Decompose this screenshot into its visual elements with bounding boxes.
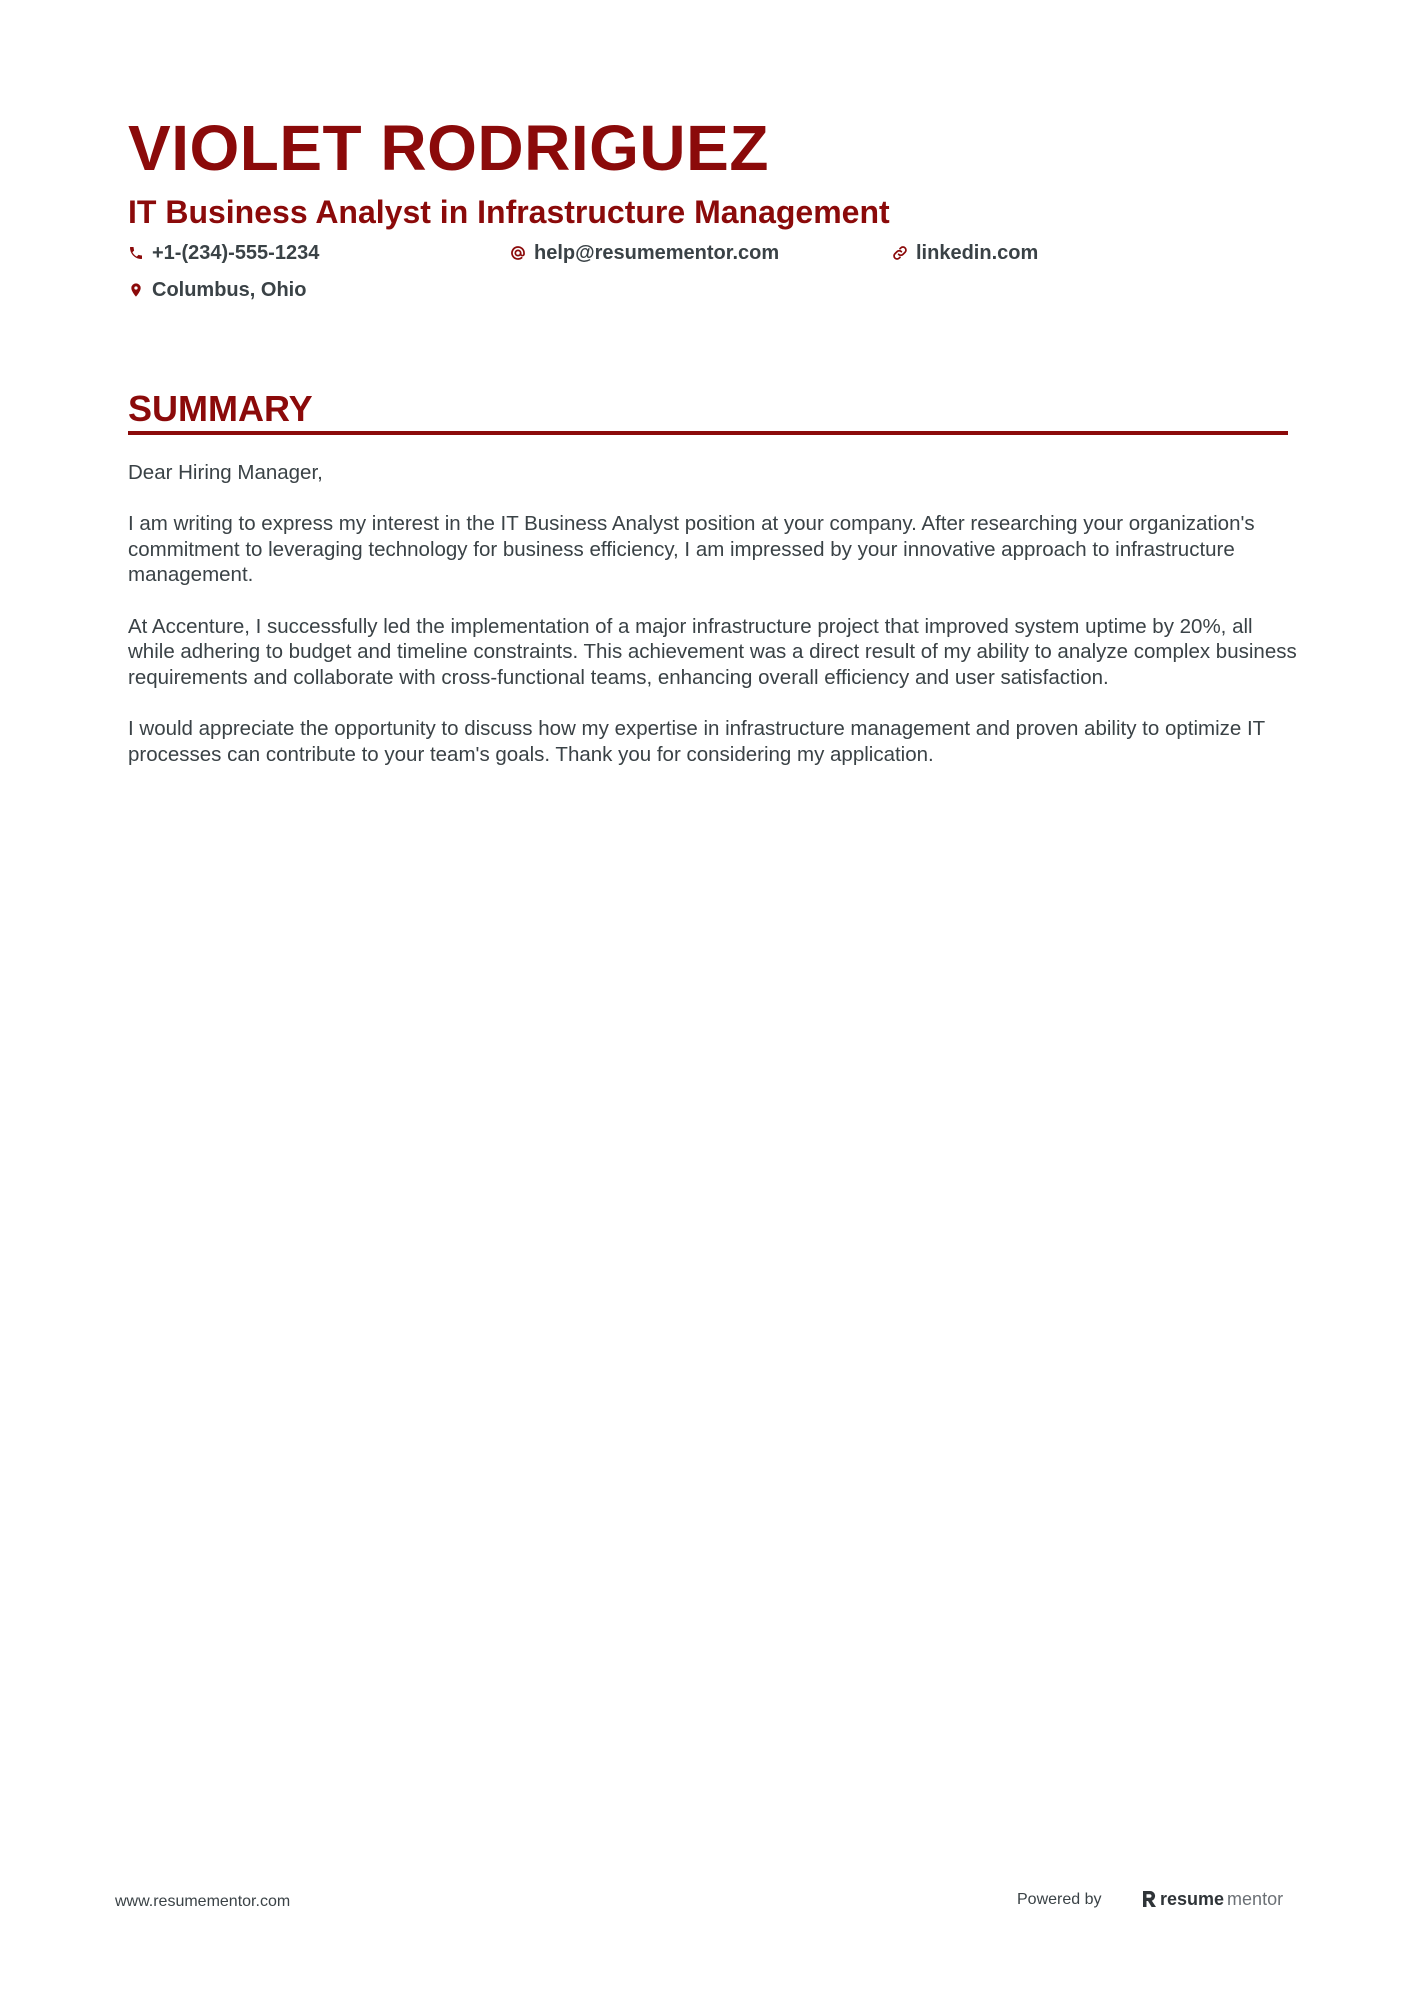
- location-text: Columbus, Ohio: [152, 279, 307, 301]
- section-divider: [128, 431, 1288, 435]
- brand-logo: [1141, 1888, 1283, 1910]
- letter-paragraph: I am writing to express my interest in the IT Business Analyst position at your company. After researching your organization's commitment to leveraging technology for business efficiency, I am impressed by your innovative approach to infrastructure management.: [128, 512, 1255, 587]
- contact-linkedin[interactable]: [892, 240, 1038, 266]
- linkedin-text[interactable]: linkedin.com: [916, 242, 1039, 264]
- contact-phone: [128, 240, 319, 266]
- letter-salutation: Dear Hiring Manager,: [128, 461, 323, 484]
- summary-body: [128, 460, 1303, 793]
- at-icon: [510, 245, 526, 261]
- footer-website[interactable]: www.resumementor.com: [115, 1893, 291, 1910]
- brand-name-bold: resume: [1160, 1889, 1225, 1909]
- letter-paragraph: I would appreciate the opportunity to discuss how my expertise in infrastructure management and proven ability to optimize IT processes can contribute to your team's goals. Thank you for considering my application.: [128, 716, 1265, 766]
- contact-location: [128, 277, 306, 303]
- letter-paragraph: At Accenture, I successfully led the implementation of a major infrastructure project that improved system uptime by 20%, all while adhering to budget and timeline constraints. This achievement was a direct result of my ability to analyze complex business requirements and collaborate with cross-functional teams, enhancing overall efficiency and user satisfaction.: [128, 614, 1297, 689]
- candidate-name: VIOLET RODRIGUEZ: [128, 112, 769, 184]
- job-title: IT Business Analyst in Infrastructure Management: [128, 194, 890, 230]
- summary-heading: SUMMARY: [128, 388, 313, 429]
- resumementor-logo-icon: [1141, 1890, 1157, 1908]
- footer-powered-by: Powered by: [1017, 1891, 1102, 1908]
- contact-email[interactable]: [510, 240, 779, 266]
- email-text[interactable]: help@resumementor.com: [534, 242, 780, 264]
- link-icon: [892, 245, 908, 261]
- location-pin-icon: [128, 282, 144, 298]
- phone-icon: [128, 245, 144, 261]
- phone-text: +1-(234)-555-1234: [152, 242, 320, 264]
- brand-name-light: mentor: [1227, 1889, 1284, 1909]
